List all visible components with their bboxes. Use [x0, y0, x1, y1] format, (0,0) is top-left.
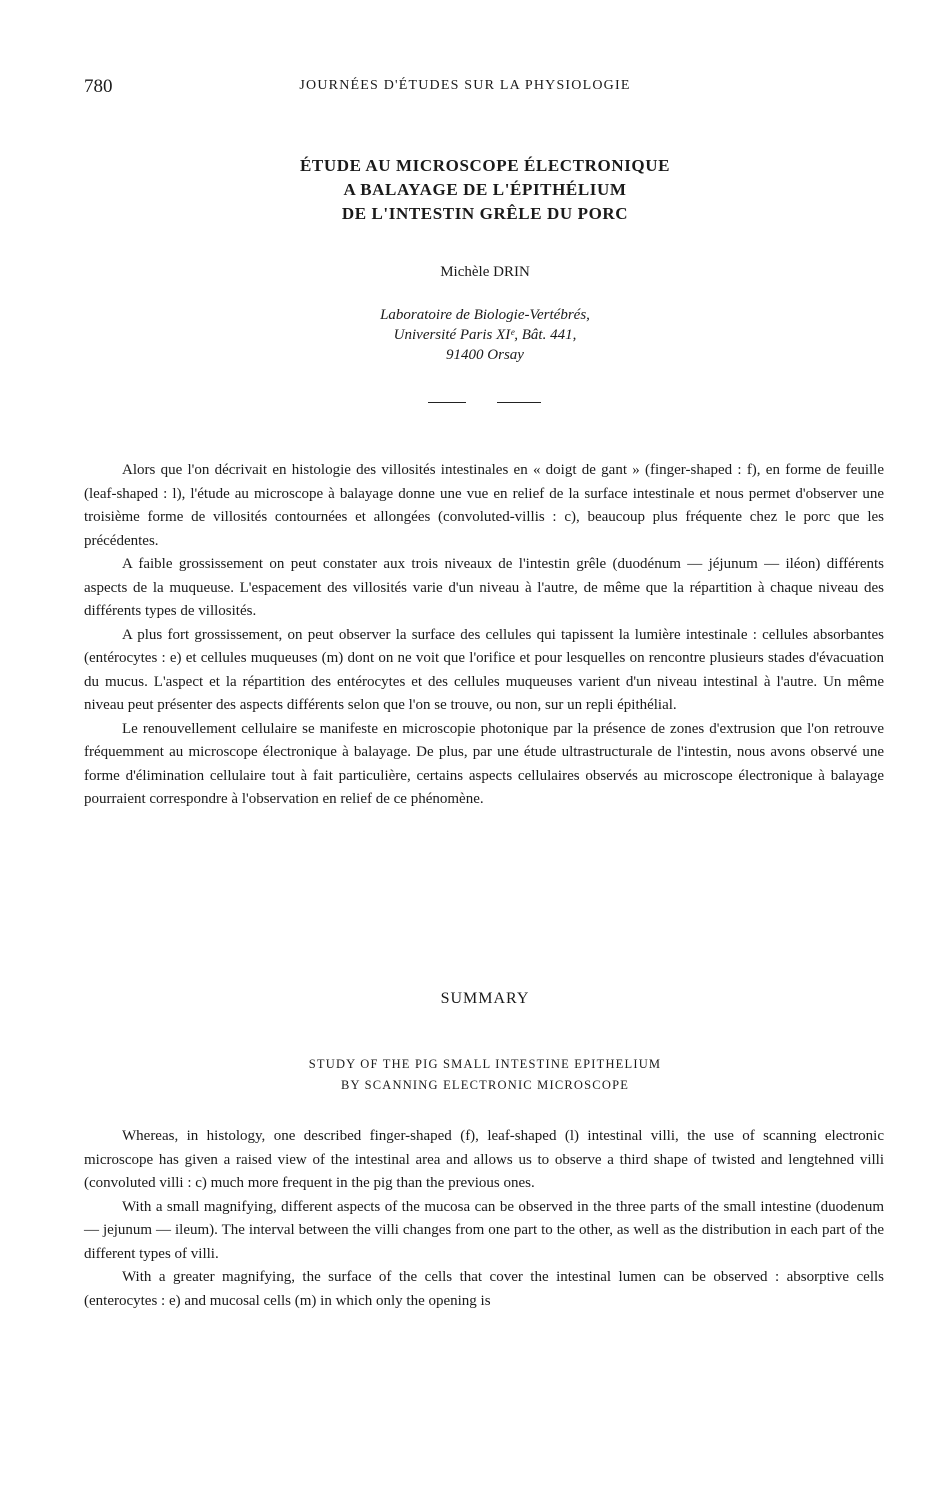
paragraph: A plus fort grossissement, on peut observer la surface des cellules qui tapissent la lumière intestinale : cellules absorbantes (entérocytes : e) et cellules muqueuses (m) dont on ne voit que l'orifice et pour lesquelles on rencontre plusieurs stades d'évacuation du mucus. L'aspect et la répartition des entérocytes et des cellules muqueuses varient d'un niveau intestinal à l'autre. Un même niveau peut présenter des aspects différents selon que l'on se trouve, ou non, sur un repli épithélial. — [84, 626, 884, 713]
summary-title-line: STUDY OF THE PIG SMALL INTESTINE EPITHELIUM — [308, 1057, 662, 1071]
title-line: A BALAYAGE DE L'ÉPITHÉLIUM — [343, 180, 627, 199]
page-number: 780 — [84, 76, 113, 97]
paragraph: Whereas, in histology, one described finger-shaped (f), leaf-shaped (l) intestinal villi, the use of scanning electronic microscope has given a raised view of the intestinal area and allows us to observe a third shape of twisted and lengtehned villi (convoluted villi : c) much more frequent in the pig than the previous ones. — [84, 1128, 884, 1191]
affiliation-line: Université Paris XIᵉ, Bât. 441, — [393, 327, 577, 343]
article-title — [0, 154, 930, 226]
affiliation-line: Laboratoire de Biologie-Vertébrés, — [380, 307, 590, 323]
affiliation — [0, 305, 930, 365]
paragraph: Le renouvellement cellulaire se manifeste en microscopie photonique par la présence de zones d'extrusion que l'on retrouve fréquemment au microscope électronique à balayage. De plus, par une étude ultrastructurale de l'intestin, nous avons observé une forme d'élimination cellulaire tout à fait particulière, certains aspects cellulaires observés au microscope électronique à balayage pourraient correspondre à l'observation en relief de ce phénomène. — [84, 720, 884, 807]
english-summary — [84, 1125, 884, 1313]
paragraph: Alors que l'on décrivait en histologie des villosités intestinales en « doigt de gant » (finger-shaped : f), en forme de feuille (leaf-shaped : l), l'étude au microscope à balayage donne une vue en relief de la surface intestinale et nous permet d'observer une troisième forme de villosités contournées et allongées (convoluted-villis : c), beaucoup plus fréquente chez le porc que les précédentes. — [84, 462, 884, 549]
author-name: Michèle DRIN — [440, 264, 530, 280]
summary-title — [0, 1054, 930, 1096]
summary-heading: SUMMARY — [440, 990, 530, 1007]
separator-rule — [428, 402, 466, 403]
running-head: JOURNÉES D'ÉTUDES SUR LA PHYSIOLOGIE — [299, 78, 631, 93]
paragraph: A faible grossissement on peut constater aux trois niveaux de l'intestin grêle (duodénum — jéjunum — iléon) différents aspects de la muqueuse. L'espacement des villosités varie d'un niveau à l'autre, de même que la répartition à chaque niveau des différents types de villosités. — [84, 556, 884, 619]
french-abstract — [84, 459, 884, 812]
summary-title-line: BY SCANNING ELECTRONIC MICROSCOPE — [340, 1078, 630, 1092]
title-line: DE L'INTESTIN GRÊLE DU PORC — [341, 204, 629, 223]
paragraph: With a greater magnifying, the surface of the cells that cover the intestinal lumen can be observed : absorptive cells (enterocytes : e) and mucosal cells (m) in which only the opening is — [84, 1269, 884, 1309]
separator-rule — [497, 402, 541, 403]
paragraph: With a small magnifying, different aspects of the mucosa can be observed in the three parts of the small intestine (duodenum — jejunum — ileum). The interval between the villi changes from one part to the other, as well as the distribution in each part of the different types of villi. — [84, 1198, 884, 1262]
title-line: ÉTUDE AU MICROSCOPE ÉLECTRONIQUE — [299, 156, 671, 175]
affiliation-line: 91400 Orsay — [446, 347, 524, 363]
